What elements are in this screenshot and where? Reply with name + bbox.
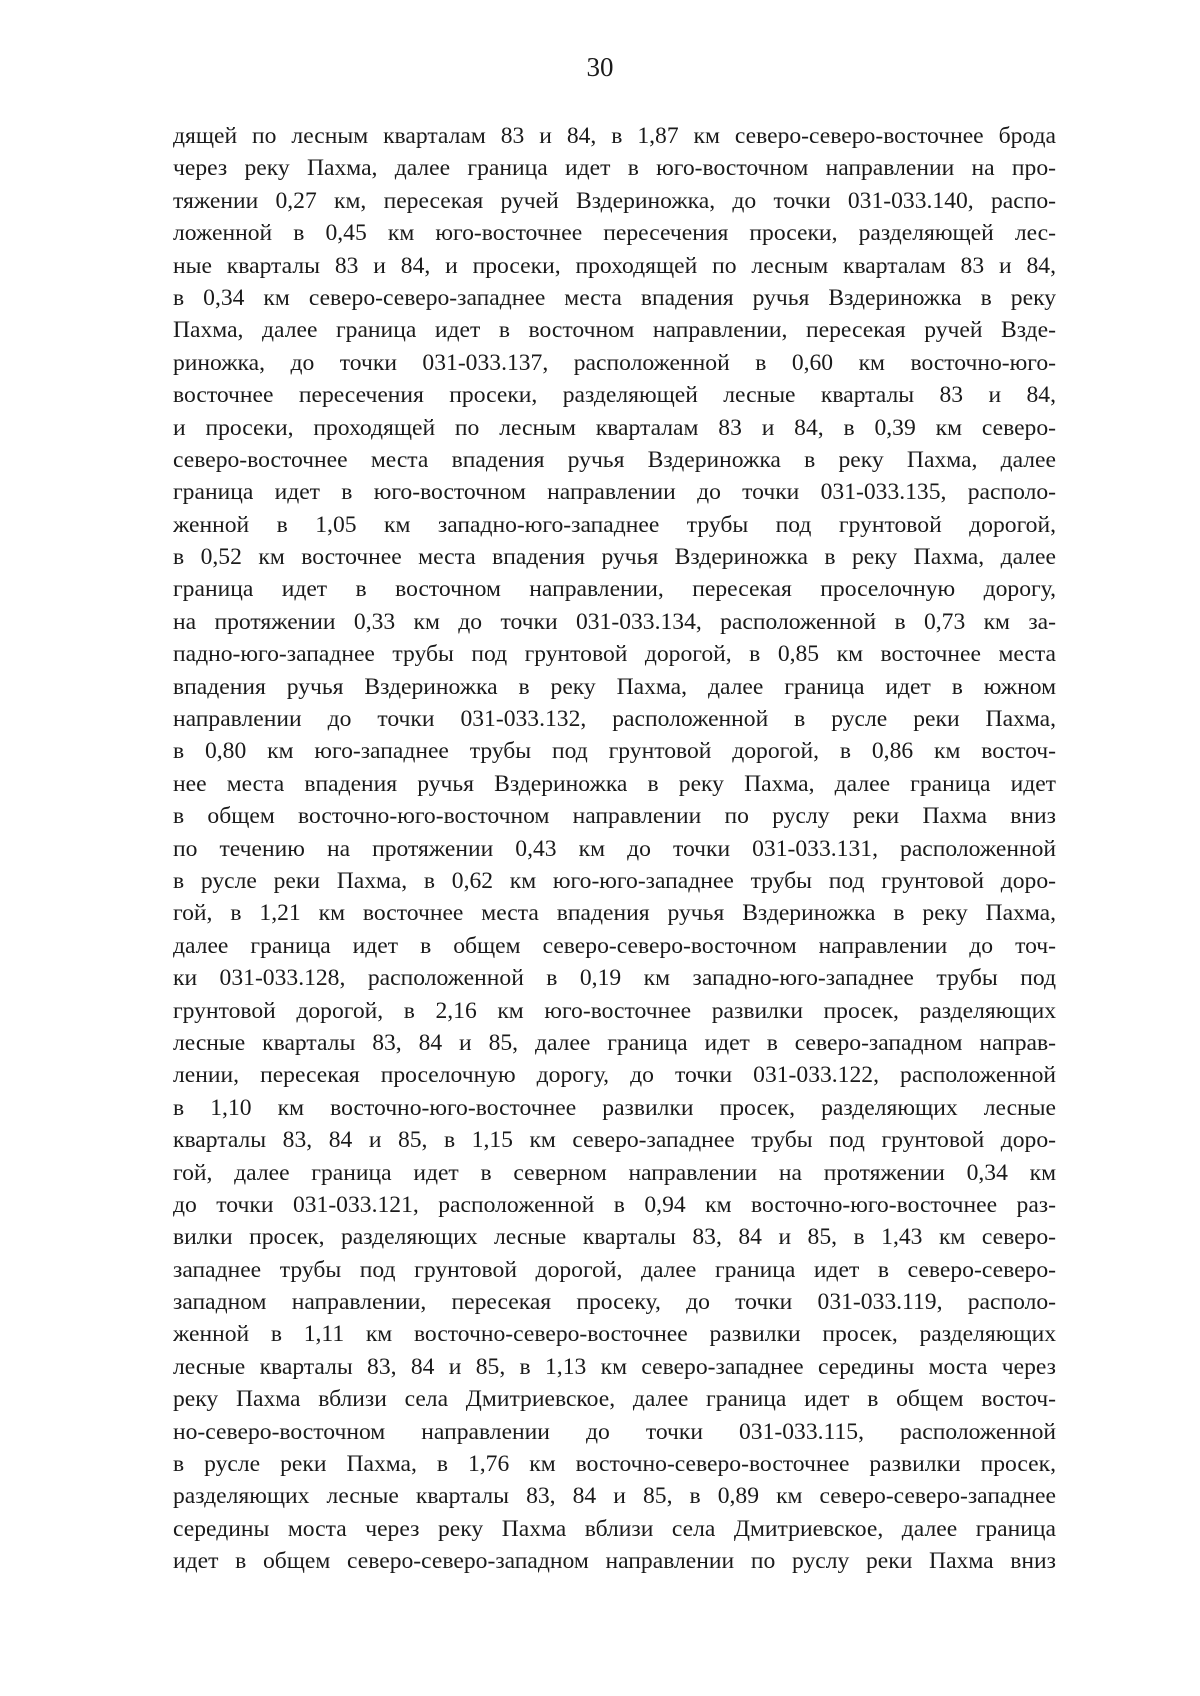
text-line: в русле реки Пахма, в 0,62 км юго-юго-западнее трубы под грунтовой доро-	[173, 867, 1056, 894]
text-line: идет в общем северо-северо-западном направлении по руслу реки Пахма вниз	[173, 1548, 1056, 1575]
text-line: гой, в 1,21 км восточнее места впадения ручья Вздериножка в реку Пахма,	[173, 900, 1056, 927]
text-line: ные кварталы 83 и 84, и просеки, проходящей по лесным кварталам 83 и 84,	[173, 252, 1056, 279]
text-line: женной в 1,05 км западно-юго-западнее трубы под грунтовой дорогой,	[173, 511, 1056, 538]
text-line: по течению на протяжении 0,43 км до точки 031-033.131, расположенной	[173, 835, 1056, 862]
text-line: вилки просек, разделяющих лесные кварталы 83, 84 и 85, в 1,43 км северо-	[173, 1224, 1056, 1251]
text-line: дящей по лесным кварталам 83 и 84, в 1,87 км северо-северо-восточнее брода	[173, 123, 1056, 149]
text-line: лесные кварталы 83, 84 и 85, в 1,13 км северо-западнее середины моста через	[173, 1353, 1056, 1380]
text-line: Пахма, далее граница идет в восточном направлении, пересекая ручей Взде-	[173, 317, 1056, 344]
text-line: середины моста через реку Пахма вблизи села Дмитриевское, далее граница	[173, 1515, 1056, 1542]
text-line: северо-восточнее места впадения ручья Вздериножка в реку Пахма, далее	[173, 446, 1056, 473]
text-line: ки 031-033.128, расположенной в 0,19 км западно-юго-западнее трубы под	[173, 965, 1056, 992]
text-line: лесные кварталы 83, 84 и 85, далее граница идет в северо-западном направ-	[173, 1029, 1056, 1056]
text-line: женной в 1,11 км восточно-северо-восточнее развилки просек, разделяющих	[173, 1321, 1056, 1348]
text-line: впадения ручья Вздериножка в реку Пахма, далее граница идет в южном	[173, 673, 1056, 700]
text-line: но-северо-восточном направлении до точки 031-033.115, расположенной	[173, 1418, 1056, 1445]
text-line: падно-юго-западнее трубы под грунтовой дорогой, в 0,85 км восточнее места	[173, 641, 1056, 668]
text-line: граница идет в юго-восточном направлении до точки 031-033.135, располо-	[173, 479, 1056, 506]
text-line: западнее трубы под грунтовой дорогой, далее граница идет в северо-северо-	[173, 1256, 1056, 1283]
body-text	[173, 120, 1056, 1578]
text-line: ложенной в 0,45 км юго-восточнее пересечения просеки, разделяющей лес-	[173, 220, 1056, 247]
text-line: в 0,80 км юго-западнее трубы под грунтовой дорогой, в 0,86 км восточ-	[173, 738, 1056, 765]
text-line: далее граница идет в общем северо-северо-восточном направлении до точ-	[173, 932, 1056, 959]
text-line: реку Пахма вблизи села Дмитриевское, далее граница идет в общем восточ-	[173, 1386, 1056, 1413]
text-line: граница идет в восточном направлении, пересекая проселочную дорогу,	[173, 576, 1056, 603]
text-line: грунтовой дорогой, в 2,16 км юго-восточнее развилки просек, разделяющих	[173, 997, 1056, 1024]
text-line: гой, далее граница идет в северном направлении на протяжении 0,34 км	[173, 1159, 1056, 1186]
text-line: риножка, до точки 031-033.137, расположенной в 0,60 км восточно-юго-	[173, 349, 1056, 376]
text-line: до точки 031-033.121, расположенной в 0,94 км восточно-юго-восточнее раз-	[173, 1191, 1056, 1218]
text-line: восточнее пересечения просеки, разделяющей лесные кварталы 83 и 84,	[173, 382, 1056, 409]
text-line: через реку Пахма, далее граница идет в юго-восточном направлении на про-	[173, 155, 1056, 182]
text-line: в русле реки Пахма, в 1,76 км восточно-северо-восточнее развилки просек,	[173, 1451, 1056, 1478]
page-number: 30	[586, 52, 614, 82]
text-line: нее места впадения ручья Вздериножка в реку Пахма, далее граница идет	[173, 770, 1056, 797]
text-line: разделяющих лесные кварталы 83, 84 и 85, в 0,89 км северо-северо-западнее	[173, 1483, 1056, 1510]
text-line: на протяжении 0,33 км до точки 031-033.134, расположенной в 0,73 км за-	[173, 608, 1056, 635]
text-line: в 0,34 км северо-северо-западнее места впадения ручья Вздериножка в реку	[173, 284, 1056, 311]
text-line: западном направлении, пересекая просеку, до точки 031-033.119, располо-	[173, 1289, 1056, 1316]
text-line: и просеки, проходящей по лесным кварталам 83 и 84, в 0,39 км северо-	[173, 414, 1056, 441]
text-line: в общем восточно-юго-восточном направлении по руслу реки Пахма вниз	[173, 803, 1056, 830]
text-line: направлении до точки 031-033.132, расположенной в русле реки Пахма,	[173, 706, 1056, 733]
text-line: лении, пересекая проселочную дорогу, до точки 031-033.122, расположенной	[173, 1062, 1056, 1089]
text-line: в 1,10 км восточно-юго-восточнее развилки просек, разделяющих лесные	[173, 1094, 1056, 1121]
text-line: тяжении 0,27 км, пересекая ручей Вздериножка, до точки 031-033.140, распо-	[173, 187, 1056, 214]
text-line: в 0,52 км восточнее места впадения ручья Вздериножка в реку Пахма, далее	[173, 544, 1056, 571]
text-line: кварталы 83, 84 и 85, в 1,15 км северо-западнее трубы под грунтовой доро-	[173, 1127, 1056, 1154]
